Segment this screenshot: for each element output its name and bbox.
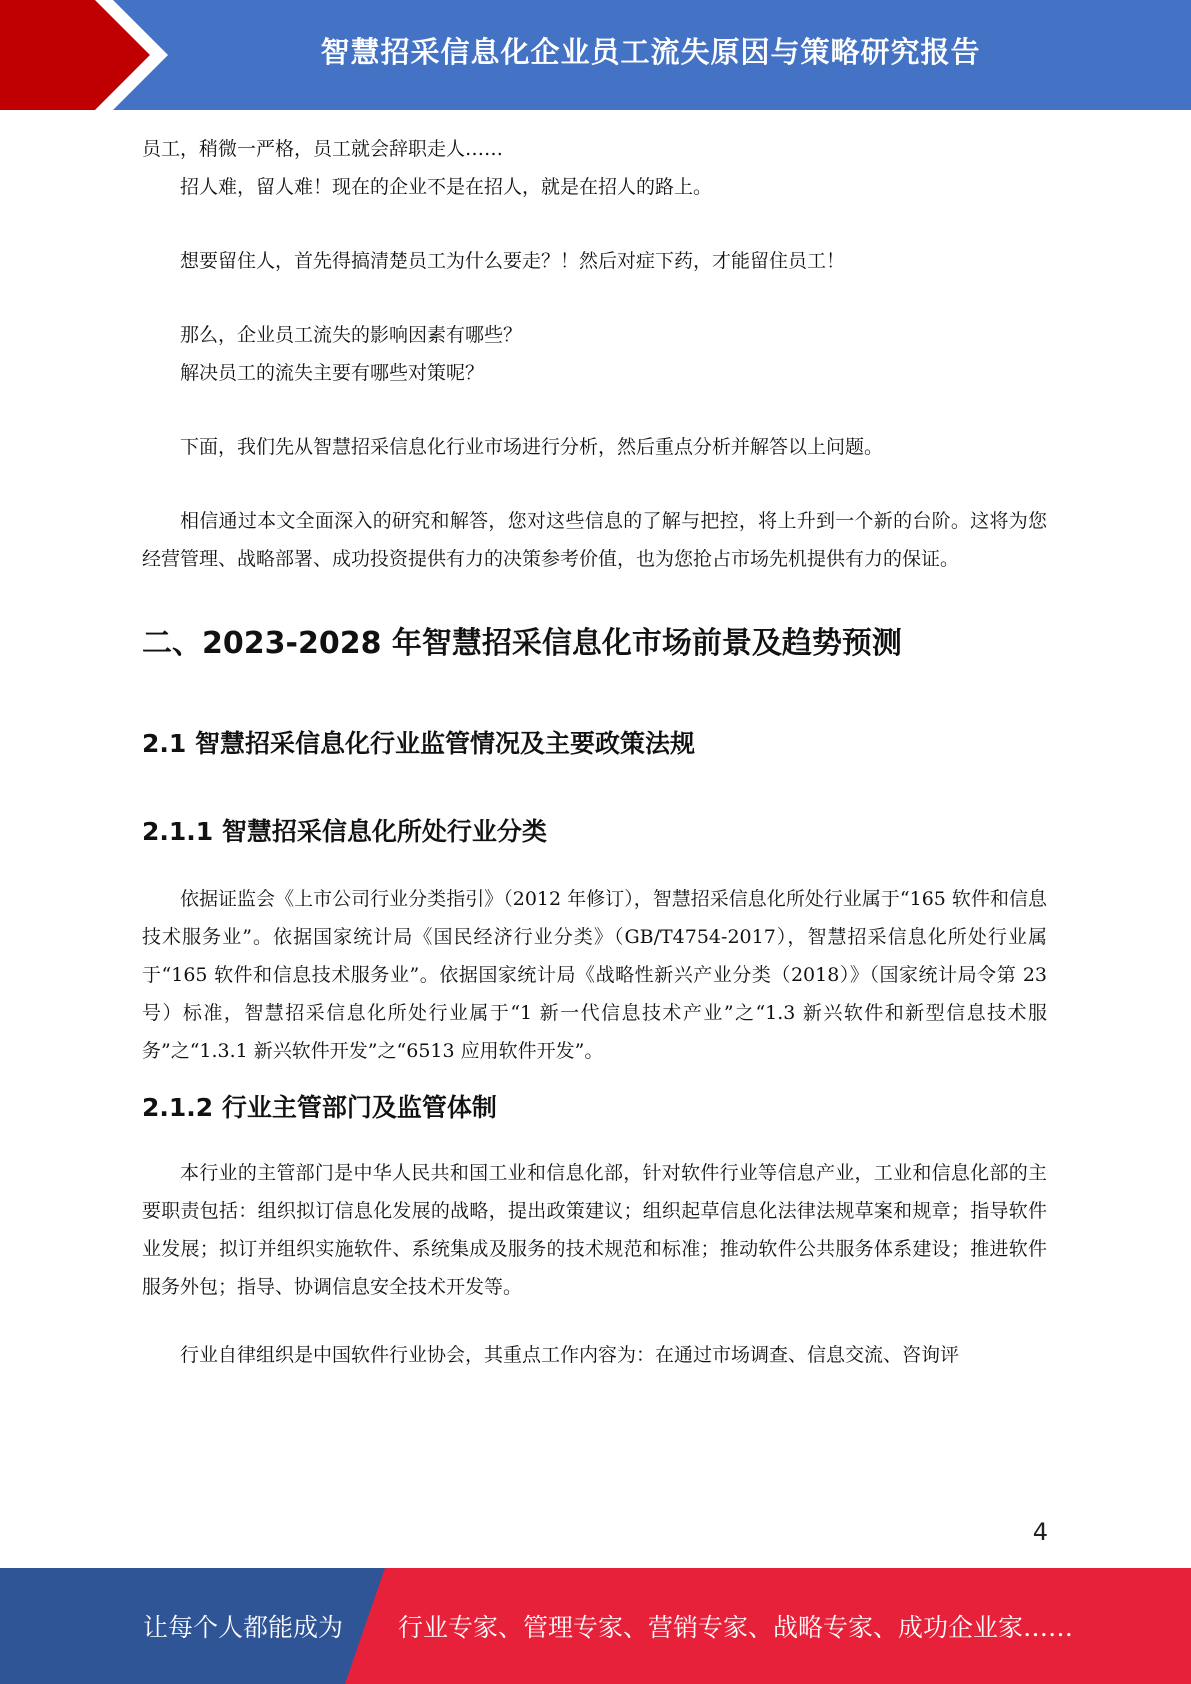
section-2-1-1-heading: 2.1.1 智慧招采信息化所处行业分类 [142,817,547,846]
section-2-1-2-paragraph-1: 本行业的主管部门是中华人民共和国工业和信息化部，针对软件行业等信息产业，工业和信息化部的主要职责包括：组织拟订信息化发展的战略，提出政策建议；组织起草信息化法律法规草案和规章；指导软件业发展；拟订并组织实施软件、系统集成及服务的技术规范和标准；推动软件公共服务体系建设；推进软件服务外包；指导、协调信息安全技术开发等。 [142,1162,1047,1298]
document-body [142,130,1047,1374]
page-number: 4 [1032,1518,1048,1546]
intro-line-2: 招人难，留人难！现在的企业不是在招人，就是在招人的路上。 [180,176,713,198]
section-2-1-heading: 2.1 智慧招采信息化行业监管情况及主要政策法规 [142,729,695,758]
section-2-1-1-paragraph: 依据证监会《上市公司行业分类指引》（2012 年修订），智慧招采信息化所处行业属于“165 软件和信息技术服务业”。依据国家统计局《国民经济行业分类》（GB/T4754-2017），智慧招采信息化所处行业属于“165 软件和信息技术服务业”。依据国家统计局《战略性新兴产业分类（2018）》（国家统计局令第 23 号）标准，智慧招采信息化所处行业属于“1 新一代信息技术产业”之“1.3 新兴软件和新型信息技术服务”之“1.3.1 新兴软件开发”之“6513 应用软件开发”。 [142,888,1047,1062]
intro-paragraph-7: 相信通过本文全面深入的研究和解答，您对这些信息的了解与把控，将上升到一个新的台阶。这将为您经营管理、战略部署、成功投资提供有力的决策参考价值，也为您抢占市场先机提供有力的保证。 [142,510,1047,570]
page-footer [0,1568,1191,1684]
footer-slogan-right: 行业专家、管理专家、营销专家、战略专家、成功企业家…… [398,1613,1074,1642]
section-2-1-2-heading: 2.1.2 行业主管部门及监管体制 [142,1093,497,1122]
report-title: 智慧招采信息化企业员工流失原因与策略研究报告 [320,34,981,69]
intro-line-5: 解决员工的流失主要有哪些对策呢？ [180,362,485,384]
intro-line-6: 下面，我们先从智慧招采信息化行业市场进行分析，然后重点分析并解答以上问题。 [180,436,884,458]
intro-line-1: 员工，稍微一严格，员工就会辞职走人…… [142,138,504,160]
section-2-heading: 二、2023-2028 年智慧招采信息化市场前景及趋势预测 [142,626,902,661]
intro-line-3: 想要留住人，首先得搞清楚员工为什么要走？！然后对症下药，才能留住员工！ [180,250,846,272]
section-2-1-2-paragraph-2: 行业自律组织是中国软件行业协会，其重点工作内容为：在通过市场调查、信息交流、咨询评 [180,1344,960,1366]
page-header [0,0,1191,110]
intro-line-4: 那么，企业员工流失的影响因素有哪些？ [180,324,523,346]
footer-slogan-left: 让每个人都能成为 [143,1613,344,1642]
